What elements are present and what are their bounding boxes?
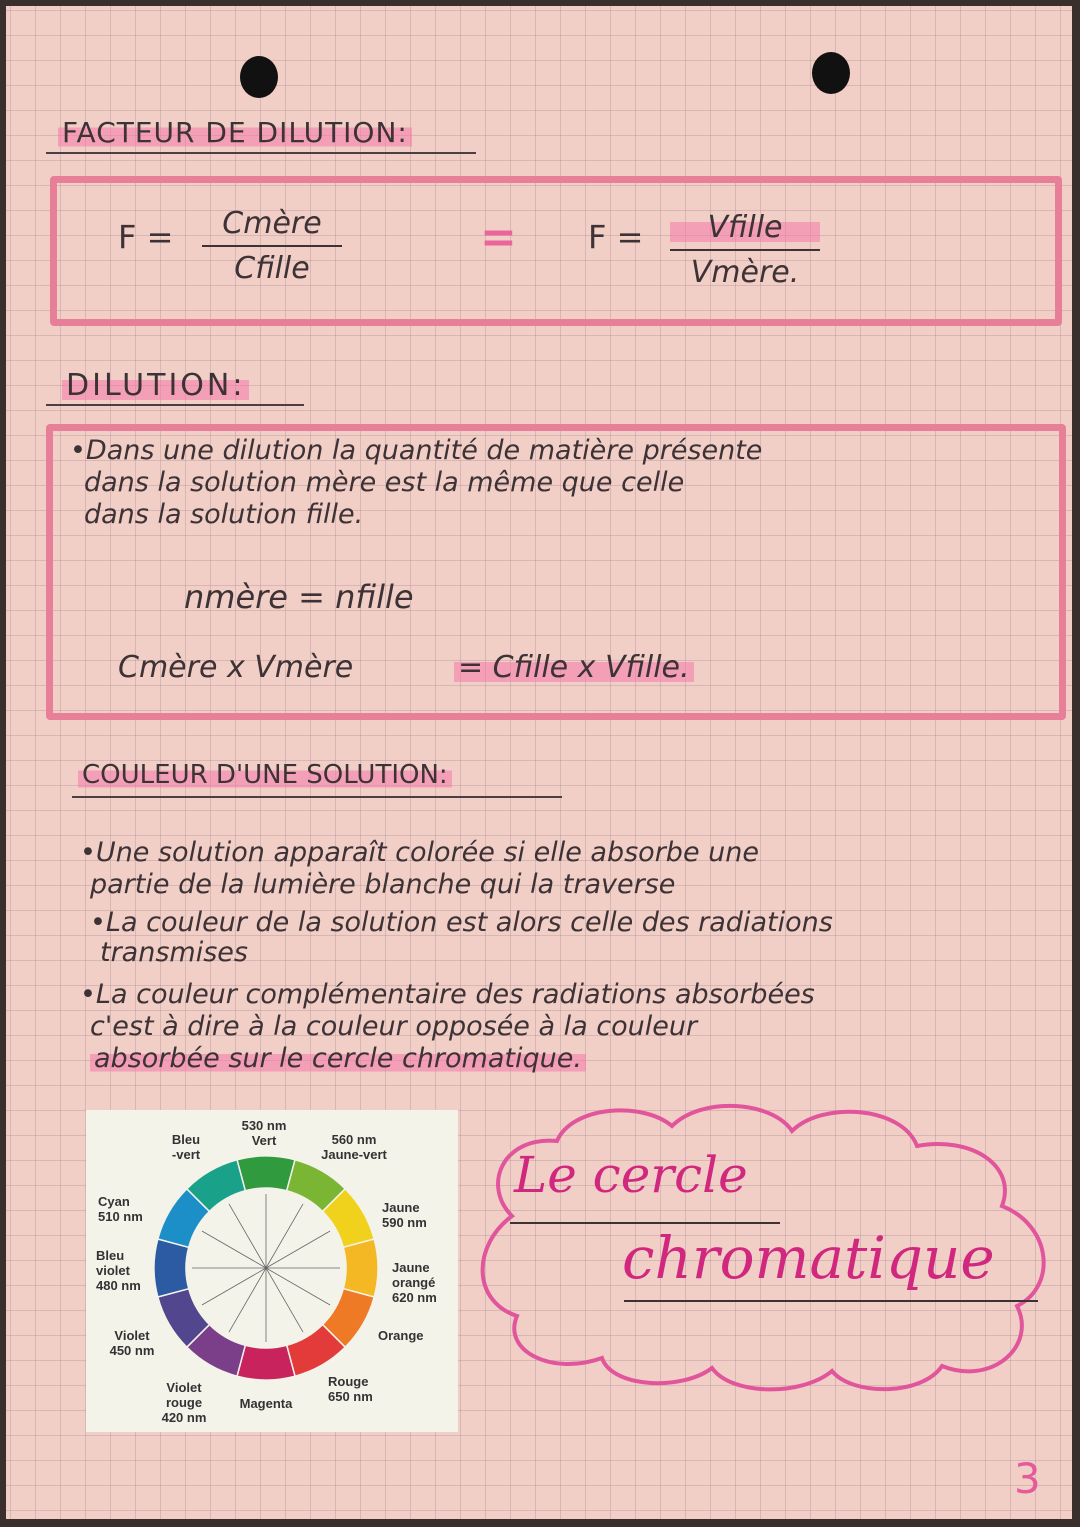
couleur-line-7-text: absorbée sur le cercle chromatique. bbox=[90, 1043, 586, 1074]
notebook-page bbox=[6, 6, 1072, 1519]
wheel-label-cyan: 510 nm bbox=[98, 1209, 143, 1224]
section-title-couleur bbox=[78, 760, 452, 790]
couleur-line-2: partie de la lumière blanche qui la traverse bbox=[90, 869, 676, 900]
couleur-line-4: transmises bbox=[100, 937, 248, 968]
wheel-label-orange: Orange bbox=[378, 1328, 424, 1343]
wheel-segment bbox=[237, 1156, 295, 1191]
wheel-label-vert: Vert bbox=[251, 1133, 277, 1148]
wheel-segment bbox=[154, 1239, 189, 1297]
numerator-cmere: Cmère bbox=[222, 206, 322, 241]
fraction-concentration bbox=[202, 206, 342, 286]
wheel-label-jaune-vert: Jaune-vert bbox=[321, 1147, 387, 1162]
section-title-facteur bbox=[58, 116, 412, 149]
fraction-bar bbox=[670, 249, 820, 251]
equation-quantity: nmère = nfille bbox=[184, 578, 414, 616]
dilution-line-3: dans la solution fille. bbox=[84, 499, 364, 530]
wheel-label-bleu-violet: 480 nm bbox=[96, 1278, 141, 1293]
title-couleur-text: COULEUR D'UNE SOLUTION: bbox=[78, 760, 452, 790]
wheel-label-jaune: Jaune bbox=[382, 1200, 420, 1215]
section-title-dilution bbox=[62, 368, 249, 403]
equation-right bbox=[454, 650, 694, 685]
color-wheel-figure bbox=[86, 1110, 458, 1432]
wheel-segment bbox=[343, 1239, 378, 1297]
equivalence-sign: = bbox=[480, 212, 517, 263]
denominator-cfille: Cfille bbox=[234, 251, 310, 286]
wheel-label-jaune-orange: orangé bbox=[392, 1275, 436, 1290]
couleur-line-3: •La couleur de la solution est alors celle des radiations bbox=[90, 907, 833, 938]
equation-left: Cmère x Vmère bbox=[118, 650, 354, 685]
title-facteur-text: FACTEUR DE DILUTION: bbox=[58, 116, 412, 149]
wheel-segment bbox=[237, 1345, 295, 1380]
couleur-line-6: c'est à dire à la couleur opposée à la couleur bbox=[90, 1011, 698, 1042]
wheel-label-rouge: Rouge bbox=[328, 1374, 369, 1389]
couleur-line-7 bbox=[90, 1044, 586, 1074]
couleur-line-5: •La couleur complémentaire des radiations absorbées bbox=[80, 979, 815, 1010]
title-underline bbox=[46, 152, 476, 154]
cloud-title-line2: chromatique bbox=[622, 1224, 995, 1292]
f-right-label: F = bbox=[588, 218, 644, 256]
f-left-label: F = bbox=[118, 218, 174, 256]
dilution-line-2: dans la solution mère est la même que celle bbox=[84, 467, 685, 498]
wheel-label-violet: 450 nm bbox=[109, 1343, 155, 1358]
wheel-label-bleu-vert: Bleu bbox=[171, 1132, 201, 1147]
title-underline bbox=[46, 404, 304, 406]
denominator-vmere: Vmère. bbox=[690, 255, 800, 290]
fraction-volume bbox=[670, 210, 820, 290]
page-number: 3 bbox=[1014, 1454, 1041, 1503]
wheel-label-rouge: 650 nm bbox=[328, 1389, 373, 1404]
wheel-label-bleu-vert: -vert bbox=[171, 1147, 201, 1162]
title-dilution-text: DILUTION: bbox=[62, 368, 249, 403]
fraction-bar bbox=[202, 245, 342, 247]
wheel-label-jaune: 590 nm bbox=[382, 1215, 427, 1230]
binder-hole-right bbox=[812, 52, 850, 94]
couleur-line-1: •Une solution apparaît colorée si elle absorbe une bbox=[80, 837, 759, 868]
equation-right-text: = Cfille x Vfille. bbox=[454, 650, 694, 685]
wheel-label-jaune-orange: 620 nm bbox=[392, 1290, 437, 1305]
title-underline bbox=[72, 796, 562, 798]
wheel-label-bleu-violet: violet bbox=[96, 1263, 130, 1278]
wheel-label-violet-rouge: 420 nm bbox=[161, 1410, 207, 1425]
wheel-label-jaune-vert: 560 nm bbox=[331, 1132, 377, 1147]
wheel-label-vert: 530 nm bbox=[241, 1118, 287, 1133]
wheel-label-cyan: Cyan bbox=[98, 1194, 130, 1209]
color-wheel-card bbox=[86, 1110, 458, 1432]
wheel-label-violet: Violet bbox=[114, 1328, 150, 1343]
wheel-label-violet-rouge: Violet bbox=[166, 1380, 202, 1395]
binder-hole-left bbox=[240, 56, 278, 98]
wheel-label-magenta: Magenta bbox=[239, 1396, 293, 1411]
cloud-title-line1: Le cercle bbox=[514, 1146, 748, 1204]
dilution-line-1: •Dans une dilution la quantité de matière présente bbox=[70, 435, 763, 466]
numerator-vfille: Vfille bbox=[670, 210, 820, 245]
wheel-label-violet-rouge: rouge bbox=[165, 1395, 203, 1410]
wheel-label-jaune-orange: Jaune bbox=[392, 1260, 430, 1275]
wheel-label-bleu-violet: Bleu bbox=[96, 1248, 125, 1263]
cloud-underline-2 bbox=[624, 1300, 1038, 1302]
